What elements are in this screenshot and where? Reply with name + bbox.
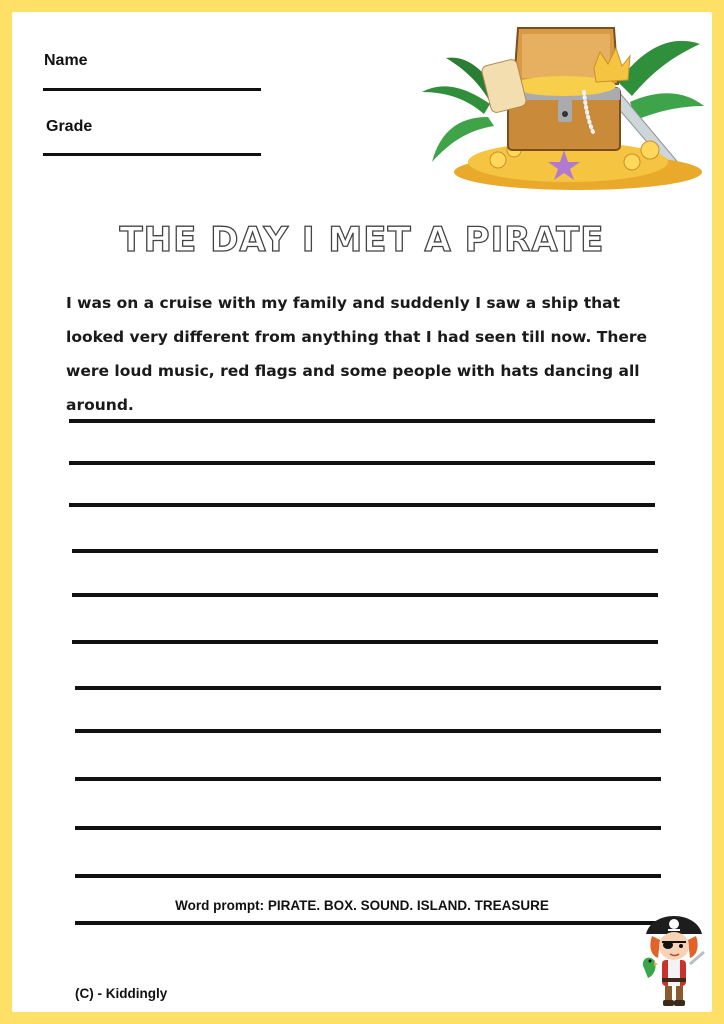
writing-line[interactable] <box>75 826 661 830</box>
copyright-text: (C) - Kiddingly <box>75 986 168 1001</box>
pirate-boy-icon <box>638 904 710 1012</box>
writing-line[interactable] <box>75 686 661 690</box>
writing-line[interactable] <box>75 777 661 781</box>
writing-line[interactable] <box>72 549 658 553</box>
writing-line[interactable] <box>72 593 658 597</box>
name-line[interactable] <box>43 88 261 91</box>
writing-line[interactable] <box>75 921 661 925</box>
writing-line[interactable] <box>69 419 655 423</box>
grade-label: Grade <box>46 118 93 135</box>
writing-line[interactable] <box>69 503 655 507</box>
grade-line[interactable] <box>43 153 261 156</box>
name-label: Name <box>44 52 88 69</box>
writing-line[interactable] <box>75 729 661 733</box>
treasure-chest-icon <box>418 22 714 190</box>
writing-line[interactable] <box>75 874 661 878</box>
word-prompt: Word prompt: PIRATE. BOX. SOUND. ISLAND. TREASURE <box>175 898 549 913</box>
worksheet-title: THE DAY I MET A PIRATE <box>119 220 605 260</box>
writing-line[interactable] <box>72 640 658 644</box>
writing-line[interactable] <box>69 461 655 465</box>
story-starter: I was on a cruise with my family and suddenly I saw a ship that looked very different from anything that I had seen till now. There were loud music, red flags and some people with hats dancing all around. <box>66 294 648 414</box>
